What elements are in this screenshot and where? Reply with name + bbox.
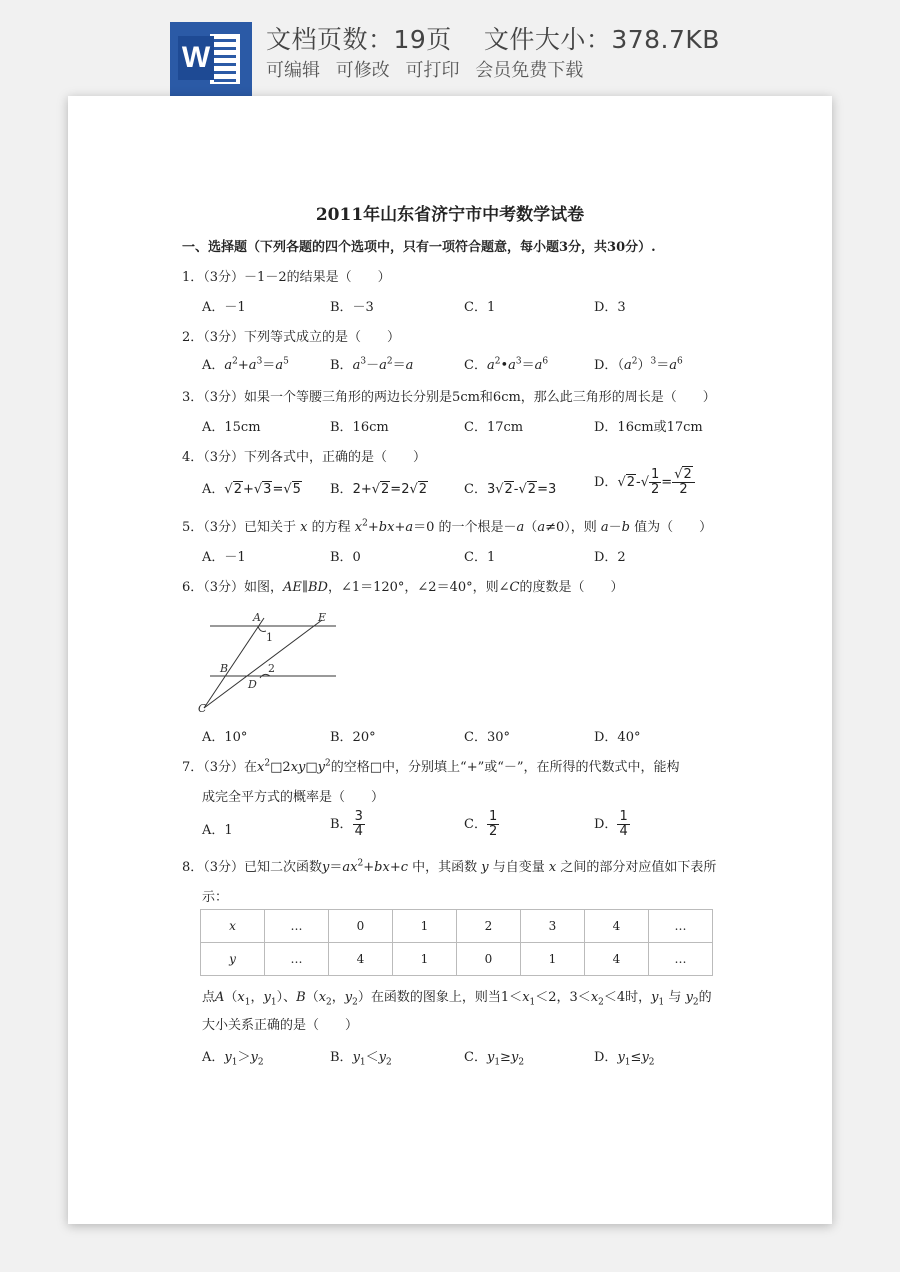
q5-option-c: C．1: [464, 550, 496, 565]
question-8-line-2: 示：: [202, 890, 229, 905]
q3-option-d: D．16cm或17cm: [594, 420, 703, 435]
feature-list: [266, 56, 593, 82]
table-cell: 3: [521, 910, 585, 943]
q7-option-b: B． $\frac{3}{4}$: [330, 809, 363, 839]
table-cell: 1: [393, 943, 457, 976]
q3-option-b: B．16cm: [330, 420, 389, 435]
q3-option-a: A．15cm: [202, 420, 261, 435]
parallel-lines-figure: [198, 606, 343, 716]
q6-option-c: C．30°: [464, 730, 510, 745]
table-row-y: [201, 943, 713, 976]
figure-label-b: B: [220, 662, 229, 675]
q4-option-a: A．√2+√3=√5: [202, 482, 301, 497]
q4-option-b: B．2+√2=2√2: [330, 482, 428, 497]
question-8-line-4: 大小关系正确的是（ ）: [202, 1018, 359, 1033]
value-table: [200, 909, 713, 976]
feature-printable: 可打印: [405, 60, 460, 81]
document-page: [68, 96, 832, 1224]
table-cell: …: [265, 910, 329, 943]
table-cell: …: [649, 943, 713, 976]
table-cell: x: [201, 910, 265, 943]
figure-label-angle-1: 1: [266, 631, 273, 644]
figure-label-a: A: [253, 611, 261, 624]
question-8: 8．（3分）已知二次函数$y=ax^2+bx+c$ 中，其函数 y 与自变量 x 之间的部分对应值如下表所: [182, 858, 717, 875]
q4-option-c: C．3√2-√2=3: [464, 482, 557, 497]
section-heading: 一、选择题（下列各题的四个选项中，只有一项符合题意，每小题3分，共30分）.: [182, 240, 656, 255]
question-6: 6．（3分）如图，AE∥BD，∠1＝120°，∠2＝40°，则∠C的度数是（ ）: [182, 580, 624, 595]
q1-option-a: A．－1: [202, 300, 246, 315]
page-count: 文档页数：19页: [266, 25, 452, 54]
question-7: 7．（3分）在$x^2□2xy□y^2$的空格□中，分别填上“+”或“－”，在所得的代数式中，能构: [182, 758, 680, 775]
q6-option-d: D．40°: [594, 730, 641, 745]
q1-option-d: D．3: [594, 300, 626, 315]
question-1: 1．（3分）－1－2的结果是（ ）: [182, 270, 391, 285]
q7-option-c: C． $\frac{1}{2}$: [464, 809, 498, 839]
feature-editable: 可编辑: [266, 60, 320, 81]
table-cell: 1: [393, 910, 457, 943]
q3-option-c: C．17cm: [464, 420, 524, 435]
q5-option-a: A．－1: [202, 550, 246, 565]
table-cell: 2: [457, 910, 521, 943]
table-cell: 4: [329, 943, 393, 976]
table-cell: 4: [585, 910, 649, 943]
question-7-line-2: 成完全平方式的概率是（ ）: [202, 790, 385, 805]
q8-option-a: A．$y_1>y_2$: [202, 1050, 264, 1068]
q8-option-d: D．$y_1\le y_2$: [594, 1050, 655, 1068]
download-banner: [0, 0, 900, 96]
q5-option-b: B．0: [330, 550, 361, 565]
feature-free-download[interactable]: 会员免费下载: [475, 60, 584, 81]
figure-label-c: C: [198, 702, 207, 715]
table-cell: 1: [521, 943, 585, 976]
file-info: [266, 20, 720, 56]
table-row-x: [201, 910, 713, 943]
figure-label-e: E: [318, 611, 327, 624]
table-cell: 0: [457, 943, 521, 976]
question-4: 4．（3分）下列各式中，正确的是（ ）: [182, 450, 427, 465]
q6-option-a: A．10°: [202, 730, 248, 745]
q8-option-b: B．$y_1<y_2$: [330, 1050, 392, 1068]
q1-option-c: C．1: [464, 300, 496, 315]
file-size: 文件大小：378.7KB: [483, 25, 720, 54]
q5-option-d: D．2: [594, 550, 626, 565]
q6-option-b: B．20°: [330, 730, 376, 745]
table-cell: …: [649, 910, 713, 943]
table-cell: …: [265, 943, 329, 976]
q4-option-d: D．√2-√ $\frac{1}{2}$ = $\frac{√2}{2}$: [594, 468, 695, 497]
question-3: 3．（3分）如果一个等腰三角形的两边长分别是5cm和6cm，那么此三角形的周长是（ ）: [182, 390, 716, 405]
table-cell: 0: [329, 910, 393, 943]
q8-option-c: C．$y_1\ge y_2$: [464, 1050, 525, 1068]
question-5: 5．（3分）已知关于 x 的方程 $x^2+bx+a=0$ 的一个根是－a（a≠0），则 a－b 值为（ ）: [182, 518, 713, 535]
table-cell: y: [201, 943, 265, 976]
figure-label-angle-2: 2: [268, 662, 275, 675]
q2-option-d: D．$(a^2)^3=a^6$: [594, 356, 683, 373]
q1-option-b: B．－3: [330, 300, 374, 315]
question-8-condition: 点$A(x_1$，$y_1$）、$B(x_2$，$y_2$）在函数的图象上，则当$1<x_1<2$，$3<x_2<4$时，$y_1$ 与 $y_2$的: [202, 990, 712, 1008]
q2-option-a: A．$a^2+a^3=a^5$: [202, 356, 289, 373]
q7-option-a: A．1: [202, 823, 233, 838]
table-cell: 4: [585, 943, 649, 976]
q2-option-b: B．$a^3-a^2=a$: [330, 356, 414, 373]
question-2: 2．（3分）下列等式成立的是（ ）: [182, 330, 401, 345]
q7-option-d: D． $\frac{1}{4}$: [594, 809, 628, 839]
figure-label-d: D: [248, 678, 257, 691]
feature-modifiable: 可修改: [335, 60, 390, 81]
word-document-icon: W: [170, 22, 252, 96]
exam-title: 2011年山东省济宁市中考数学试卷: [315, 205, 585, 225]
q2-option-c: C．$a^2•a^3=a^6$: [464, 356, 549, 373]
